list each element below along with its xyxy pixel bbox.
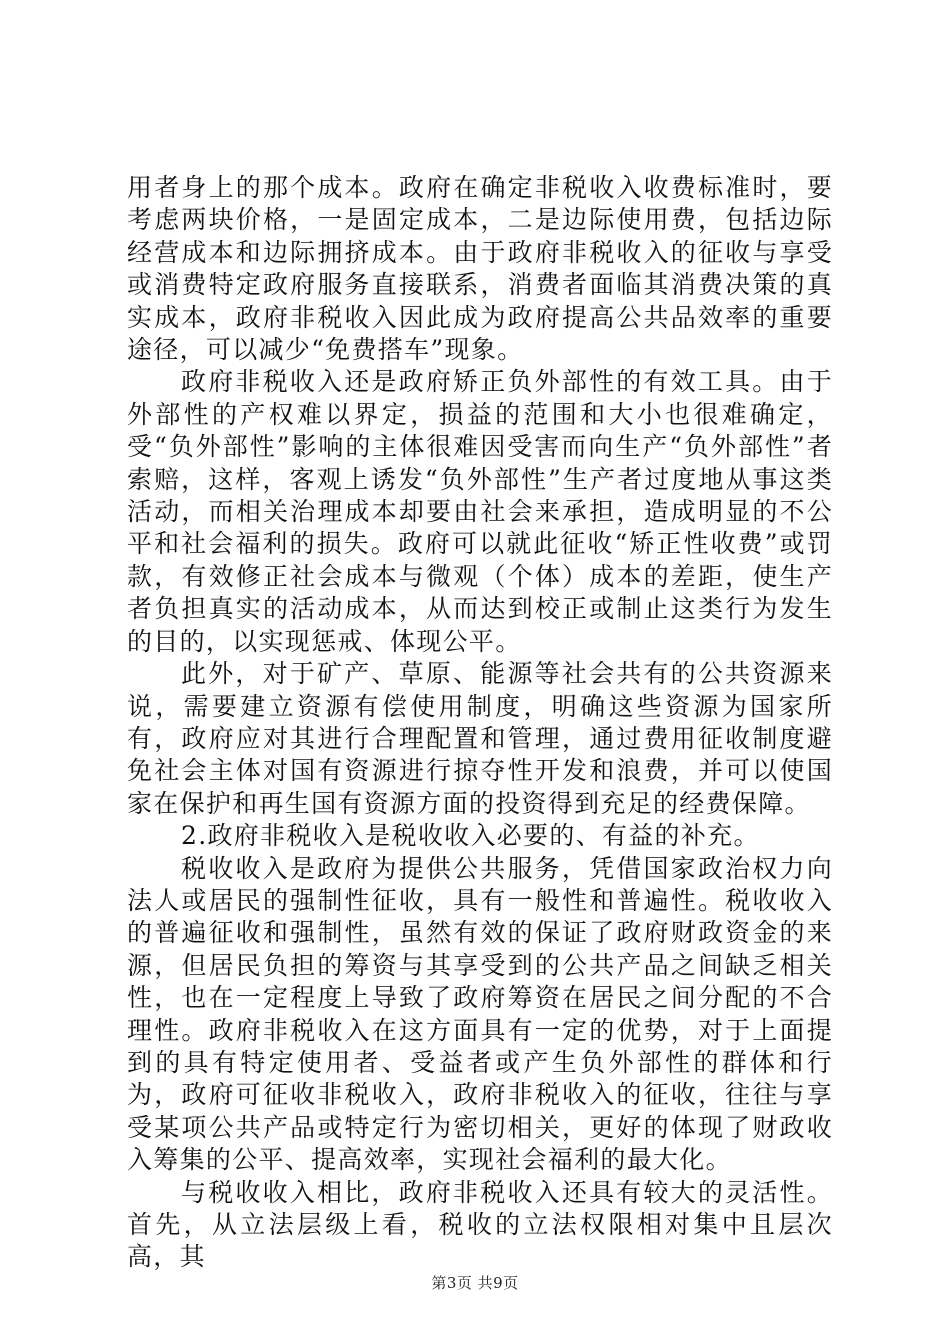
paragraph-negative-externality: 政府非税收入还是政府矫正负外部性的有效工具。由于外部性的产权难以界定，损益的范围和大小也很难确定，受“负外部性”影响的主体很难因受害而向生产“负外部性”者索赔，这样，客观上诱发“负外部性”生产者过度地从事这类活动，而相关治理成本却要由社会来承担，造成明显的不公平和社会福利的损失。政府可以就此征收“矫正性收费”或罚款，有效修正社会成本与微观（个体）成本的差距，使生产者负担真实的活动成本，从而达到校正或制止这类行为发生的目的，以实现惩戒、体现公平。	[127, 367, 833, 656]
paragraph-public-resources: 此外，对于矿产、草原、能源等社会共有的公共资源来说，需要建立资源有偿使用制度，明确这些资源为国家所有，政府应对其进行合理配置和管理，通过费用征收制度避免社会主体对国有资源进行掠夺性开发和浪费，并可以使国家在保护和再生国有资源方面的投资得到充足的经费保障。	[127, 659, 833, 818]
paragraph-flexibility: 与税收收入相比，政府非税收入还具有较大的灵活性。首先，从立法层级上看，税收的立法权限相对集中且层次高，其	[127, 1177, 833, 1272]
paragraph-tax-revenue: 税收收入是政府为提供公共服务，凭借国家政治权力向法人或居民的强制性征收，具有一般性和普遍性。税收收入的普遍征收和强制性，虽然有效的保证了政府财政资金的来源，但居民负担的筹资与其享受到的公共产品之间缺乏相关性，也在一定程度上导致了政府筹资在居民之间分配的不合理性。政府非税收入在这方面具有一定的优势，对于上面提到的具有特定使用者、受益者或产生负外部性的群体和行为，政府可征收非税收入，政府非税收入的征收，往往与享受某项公共产品或特定行为密切相关，更好的体现了财政收入筹集的公平、提高效率，实现社会福利的最大化。	[127, 853, 833, 1175]
document-body	[127, 172, 833, 1274]
paragraph-continuation: 用者身上的那个成本。政府在确定非税收入收费标准时，要考虑两块价格，一是固定成本，二是边际使用费，包括边际经营成本和边际拥挤成本。由于政府非税收入的征收与享受或消费特定政府服务直接联系，消费者面临其消费决策的真实成本，政府非税收入因此成为政府提高公共品效率的重要途径，可以减少“免费搭车”现象。	[127, 173, 833, 365]
page-number-footer: 第3页 共9页	[431, 1274, 519, 1292]
section-heading: 2.政府非税收入是税收收入必要的、有益的补充。	[181, 821, 760, 851]
